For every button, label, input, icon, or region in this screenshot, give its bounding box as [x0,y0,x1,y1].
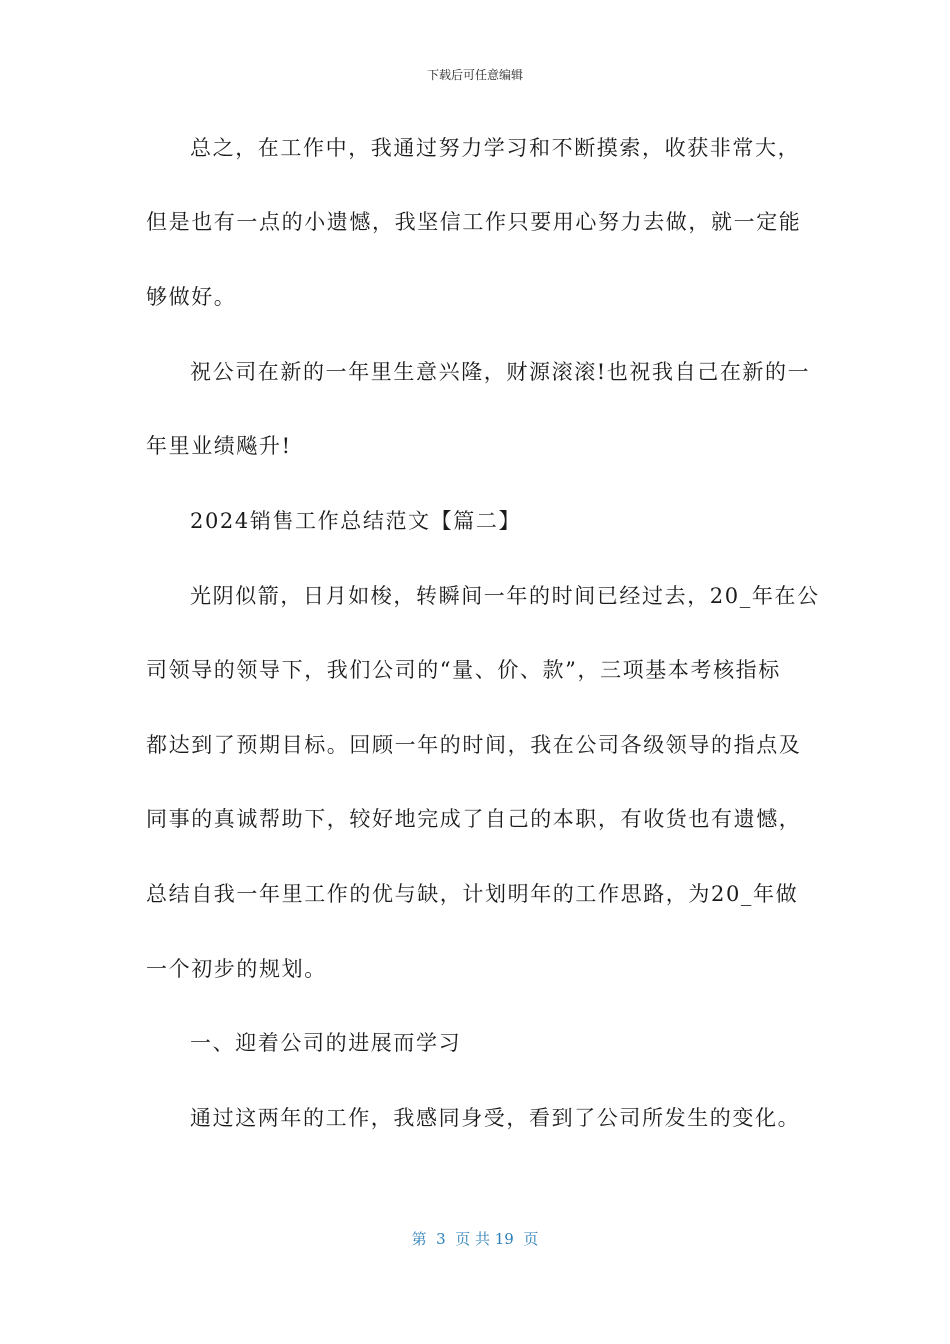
paragraph-line: 通过这两年的工作，我感同身受，看到了公司所发生的变化。 [190,1106,801,1130]
paragraph-line: 年里业绩飚升! [146,434,292,458]
paragraph-line: 总之，在工作中，我通过努力学习和不断摸索，收获非常大， [190,136,801,160]
page-header: 下载后可任意编辑 [426,68,523,82]
paragraph-line: 但是也有一点的小遗憾，我坚信工作只要用心努力去做，就一定能 [146,210,802,234]
page-number-footer: 第 3 页 共 19 页 [411,1230,539,1248]
subheading: 一、迎着公司的进展而学习 [190,1031,462,1055]
paragraph-line: 司领导的领导下，我们公司的“量、价、款”，三项基本考核指标 [146,658,781,682]
paragraph-line: 祝公司在新的一年里生意兴隆，财源滚滚!也祝我自己在新的一 [190,360,811,384]
paragraph-line: 够做好。 [146,285,237,309]
paragraph-line: 总结自我一年里工作的优与缺，计划明年的工作思路，为20_年做 [146,882,799,906]
paragraph-line: 一个初步的规划。 [146,957,327,981]
paragraph-line: 光阴似箭，日月如梭，转瞬间一年的时间已经过去，20_年在公 [190,584,820,608]
paragraph-line: 同事的真诚帮助下，较好地完成了自己的本职，有收货也有遗憾， [146,807,802,831]
section-title: 2024销售工作总结范文【篇二】 [190,509,522,533]
paragraph-line: 都达到了预期目标。回顾一年的时间，我在公司各级领导的指点及 [146,733,802,757]
